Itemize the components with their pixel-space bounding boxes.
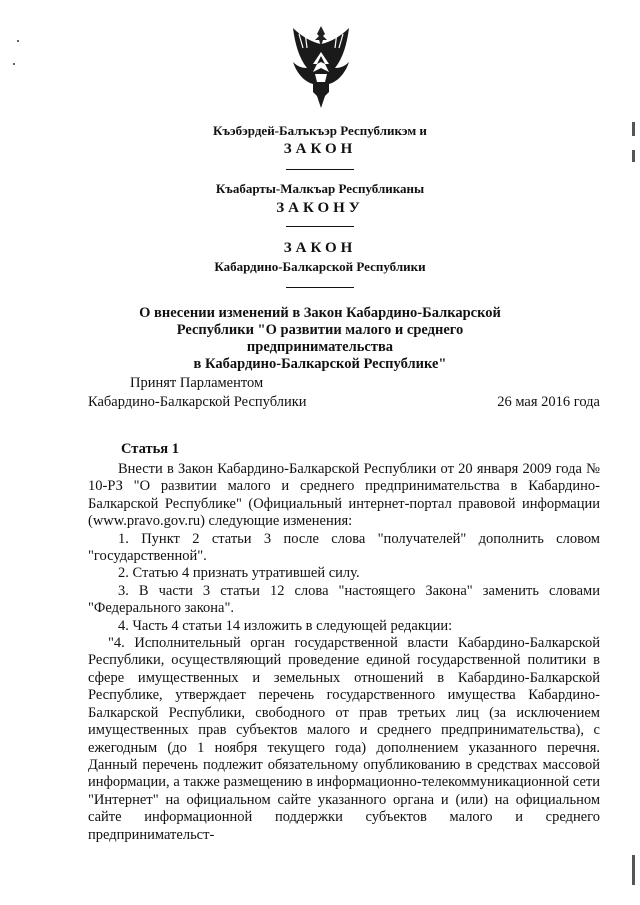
russian-republic-line: Кабардино-Балкарской Республики (214, 259, 426, 274)
balkar-law-title: ЗАКОНУ (276, 200, 364, 216)
subject-line: в Кабардино-Балкарской Республике" (193, 356, 447, 372)
adoption-body: Кабардино-Балкарской Республики (88, 394, 307, 410)
balkar-republic-line: Къабарты-Малкъар Республиканы (215, 181, 425, 196)
paragraph: Внести в Закон Кабардино-Балкарской Республики от 20 января 2009 года № 10-РЗ "О развитии малого и среднего предпринимательства в Кабардино-Балкарской Республике" (Официальный интернет-портал правовой информации (www.pravo.gov.ru) следующие изменения: (88, 461, 600, 530)
paragraph: 2. Статью 4 признать утратившей силу. (118, 565, 360, 582)
adoption-date: 26 мая 2016 года (497, 394, 600, 410)
coat-of-arms-icon (289, 22, 353, 110)
header-divider (286, 287, 354, 288)
scan-edge-mark (632, 855, 635, 885)
paragraph: 4. Часть 4 статьи 14 изложить в следующей редакции: (118, 617, 453, 634)
adoption-line: Принят Парламентом (130, 375, 264, 391)
scan-speck (17, 40, 19, 42)
russian-law-title: ЗАКОН (283, 240, 357, 256)
article-body (88, 456, 600, 844)
header-divider (286, 169, 354, 170)
law-subject-title (110, 305, 530, 373)
subject-line: Республики "О развитии малого и среднего предпринимательства (176, 322, 464, 355)
scan-speck (13, 63, 15, 65)
paragraph: 3. В части 3 статьи 12 слова "настоящего Закона" заменить словами "Федерального закона". (88, 582, 600, 617)
subject-line: О внесении изменений в Закон Кабардино-Балкарской (139, 305, 501, 321)
paragraph: 1. Пункт 2 статьи 3 после слова "получателей" дополнить словом "государственной". (88, 530, 600, 565)
paragraph: "4. Исполнительный орган государственной власти Кабардино-Балкарской Республики, осуществляющий проведение единой государственной политики в сфере имущественных и земельных отношений в Кабардино-Балкарской Республике, утверждает перечень государственного имущества Кабардино-Балкарской Республики, свободного от прав третьих лиц (за исключением имущественных прав субъектов малого и среднего предпринимательства), с ежегодным (до 1 ноября текущего года) дополнением указанного перечня. Данный перечень подлежит обязательному опубликованию в средствах массовой информации, а также размещению в информационно-телекоммуникационной сети "Интернет" на официальном сайте указанного органа и (или) на официальном сайте информационной поддержки субъектов малого и среднего предпринимательст- (88, 635, 600, 843)
article-title: Статья 1 (121, 441, 179, 457)
kabardian-republic-line: Къэбэрдей-Балъкъэр Республикэм и (213, 123, 427, 138)
kabardian-law-title: ЗАКОН (283, 141, 357, 157)
header-divider (286, 226, 354, 227)
